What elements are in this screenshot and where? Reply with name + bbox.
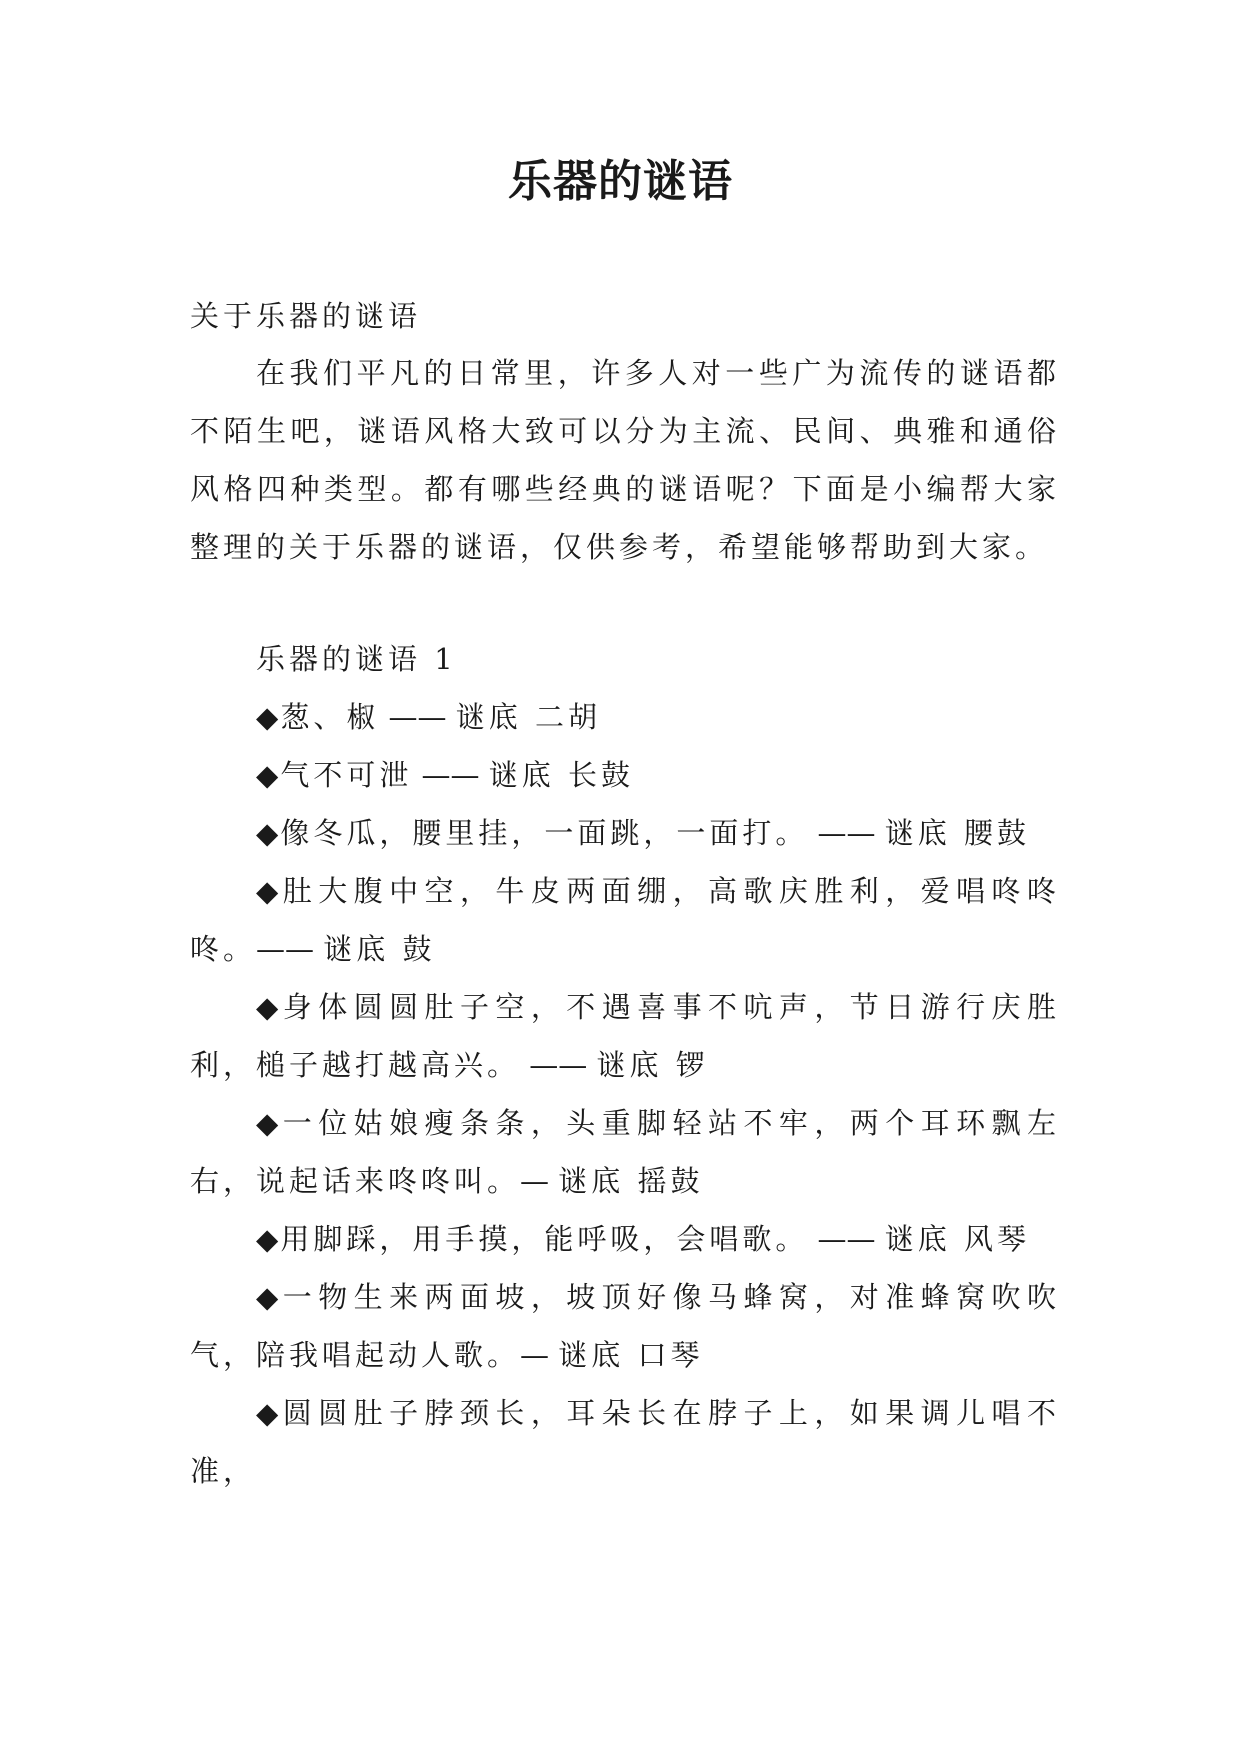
riddle-item	[190, 688, 1060, 746]
riddle-list	[190, 688, 1060, 1500]
section-heading: 乐器的谜语 1	[256, 642, 457, 676]
riddle-question: 身体圆圆肚子空，不遇喜事不吭声，节日游行庆胜利，槌子越打越高兴。	[190, 990, 1060, 1082]
riddle-item	[190, 1094, 1060, 1210]
riddle-item	[190, 1210, 1060, 1268]
riddle-separator: ——	[256, 932, 324, 966]
riddle-question: 一位姑娘瘦条条，头重脚轻站不牢，两个耳环飘左右，说起话来咚咚叫。	[190, 1106, 1060, 1198]
riddle-answer-label: 谜底	[884, 816, 951, 850]
riddle-answer-label: 谜底	[488, 758, 555, 792]
riddle-separator: ——	[379, 700, 456, 734]
riddle-item	[190, 1384, 1060, 1500]
riddle-separator: ——	[808, 1222, 885, 1256]
riddle-item	[190, 1268, 1060, 1384]
riddle-answer: 摇鼓	[624, 1164, 704, 1198]
riddle-question: 一物生来两面坡，坡顶好像马蜂窝，对准蜂窝吹吹气，陪我唱起动人歌。	[190, 1280, 1060, 1372]
riddle-question: 葱、椒	[280, 700, 380, 734]
riddle-answer: 长鼓	[554, 758, 634, 792]
riddle-question: 气不可泄	[280, 758, 413, 792]
riddle-bullet: ◆	[256, 990, 283, 1024]
riddle-question: 像冬瓜，腰里挂，一面跳，一面打。	[280, 816, 809, 850]
riddle-item	[190, 978, 1060, 1094]
riddle-answer-label: 谜底	[596, 1048, 663, 1082]
riddle-bullet: ◆	[256, 816, 281, 850]
riddle-answer: 鼓	[389, 932, 436, 966]
riddle-item	[190, 862, 1060, 978]
riddle-answer-label: 谜底	[558, 1338, 625, 1372]
document-title: 乐器的谜语	[508, 156, 733, 207]
riddle-bullet: ◆	[256, 874, 283, 908]
riddle-answer-label: 谜底	[323, 932, 390, 966]
riddle-bullet: ◆	[256, 1222, 281, 1256]
riddle-question: 肚大腹中空，牛皮两面绷，高歌庆胜利，爱唱咚咚咚。	[190, 874, 1060, 966]
riddle-question: 用脚踩，用手摸，能呼吸，会唱歌。	[280, 1222, 809, 1256]
riddle-section	[190, 630, 1060, 1500]
riddle-answer-label: 谜底	[884, 1222, 951, 1256]
riddle-bullet: ◆	[256, 1106, 283, 1140]
intro-paragraph: 在我们平凡的日常里，许多人对一些广为流传的谜语都不陌生吧，谜语风格大致可以分为主流、民间、典雅和通俗风格四种类型。都有哪些经典的谜语呢？下面是小编帮大家整理的关于乐器的谜语，仅供参考，希望能够帮助到大家。	[190, 356, 1060, 564]
document-subtitle: 关于乐器的谜语	[190, 299, 422, 333]
riddle-bullet: ◆	[256, 758, 281, 792]
riddle-separator: ——	[412, 758, 489, 792]
riddle-separator: —	[520, 1338, 559, 1372]
riddle-bullet: ◆	[256, 1396, 283, 1430]
riddle-answer-label: 谜底	[558, 1164, 625, 1198]
riddle-separator: —	[520, 1164, 559, 1198]
riddle-answer: 二胡	[521, 700, 601, 734]
riddle-separator: ——	[808, 816, 885, 850]
riddle-answer-label: 谜底	[455, 700, 522, 734]
riddle-answer: 口琴	[624, 1338, 704, 1372]
riddle-answer: 锣	[662, 1048, 709, 1082]
riddle-item	[190, 804, 1060, 862]
riddle-bullet: ◆	[256, 700, 281, 734]
riddle-bullet: ◆	[256, 1280, 283, 1314]
riddle-separator: ——	[520, 1048, 597, 1082]
riddle-answer: 风琴	[950, 1222, 1030, 1256]
riddle-question: 圆圆肚子脖颈长，耳朵长在脖子上，如果调儿唱不准，	[190, 1396, 1060, 1488]
riddle-item	[190, 746, 1060, 804]
riddle-answer: 腰鼓	[950, 816, 1030, 850]
